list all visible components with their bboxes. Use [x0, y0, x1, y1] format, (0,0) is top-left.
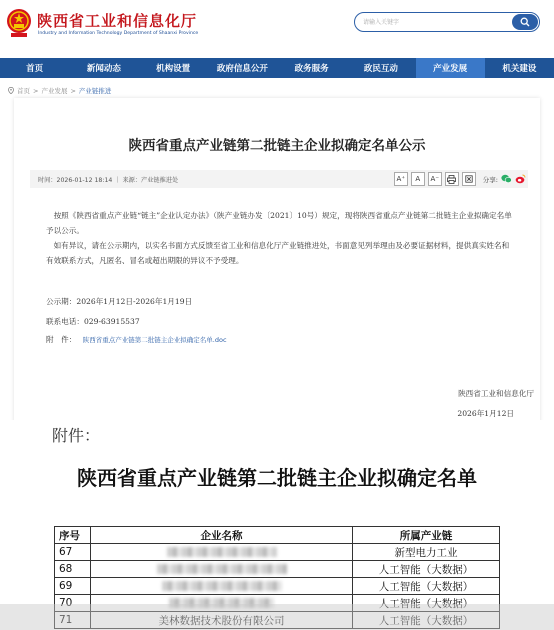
- table-row: [55, 578, 500, 595]
- font-large-button[interactable]: A⁺: [394, 172, 408, 186]
- article-tools: [394, 172, 526, 186]
- row-number: 68: [55, 561, 91, 578]
- column-header: 企业名称: [91, 527, 353, 544]
- search-button[interactable]: [512, 14, 538, 30]
- nav-item[interactable]: 新闻动态: [86, 64, 121, 74]
- nav-item[interactable]: 政府信息公开: [216, 64, 268, 74]
- share-label: 分享:: [482, 175, 498, 184]
- row-number: 70: [55, 595, 91, 612]
- industry-chain: 人工智能（大数据）: [353, 595, 500, 612]
- signature-date: 2026年1月12日: [457, 409, 514, 418]
- nav-item[interactable]: 机关建设: [502, 64, 537, 74]
- table-header-row: [55, 527, 500, 544]
- breadcrumb-home[interactable]: 首页: [17, 87, 30, 95]
- industry-chain: 人工智能（大数据）: [353, 578, 500, 595]
- table-row: [55, 561, 500, 578]
- location-pin-icon: [8, 87, 14, 94]
- column-header: 所属产业链: [353, 527, 500, 544]
- signature-org: 陕西省工业和信息化厅: [458, 389, 534, 398]
- bottom-overlay: [0, 604, 554, 630]
- company-name: [91, 578, 353, 595]
- font-small-button[interactable]: A⁻: [428, 172, 442, 186]
- nav-item[interactable]: 政务服务: [294, 64, 329, 74]
- column-header: 序号: [55, 527, 91, 544]
- search-input[interactable]: [363, 16, 513, 28]
- company-name: 美林数据技术股份有限公司: [91, 612, 353, 629]
- site-header: [0, 0, 554, 48]
- breadcrumb-current[interactable]: 产业链推进: [78, 87, 112, 95]
- breadcrumb-separator: >: [70, 86, 76, 95]
- nav-item[interactable]: 产业发展: [416, 58, 485, 78]
- article-card: [14, 98, 540, 424]
- nav-item[interactable]: 机构设置: [156, 64, 191, 74]
- search-icon: [520, 17, 530, 27]
- redacted-name: [157, 564, 287, 574]
- contact-phone: 联系电话：029-63915537: [46, 317, 140, 326]
- national-emblem-icon[interactable]: [6, 8, 32, 38]
- wechat-share-icon[interactable]: [501, 174, 512, 184]
- search-box: [354, 12, 540, 32]
- industry-chain: 新型电力工业: [353, 544, 500, 561]
- nav-item[interactable]: 首页: [26, 64, 44, 74]
- article-paragraph: 按照《陕西省重点产业链“链主”企业认定办法》（陕产业链办发〔2021〕10号）规定，现将陕西省重点产业链第二批链主企业拟确定名单予以公示。: [46, 211, 512, 235]
- article-meta: 时间：2026-01-12 18:14 ｜ 来源：产业链推进处: [38, 177, 179, 184]
- row-number: 71: [55, 612, 91, 629]
- attachment-heading: 附件：: [52, 426, 101, 445]
- font-medium-button[interactable]: A: [411, 172, 425, 186]
- row-number: 67: [55, 544, 91, 561]
- company-name: [91, 561, 353, 578]
- attachment-document: [0, 420, 554, 630]
- company-name: [91, 544, 353, 561]
- article-title: 陕西省重点产业链第二批链主企业拟确定名单公示: [128, 138, 426, 154]
- nav-item[interactable]: 政民互动: [363, 64, 398, 74]
- printer-icon: [447, 175, 456, 184]
- redacted-name: [162, 581, 282, 591]
- notice-period: 公示期：2026年1月12日-2026年1月19日: [46, 297, 193, 306]
- site-subtitle: Industry and Information Technology Department of Shaanxi Province: [38, 31, 199, 36]
- breadcrumb-separator: >: [33, 86, 39, 95]
- row-number: 69: [55, 578, 91, 595]
- site-title[interactable]: 陕西省工业和信息化厅: [37, 12, 198, 30]
- article-meta-bar: [30, 170, 528, 188]
- close-page-button[interactable]: [462, 172, 476, 186]
- attachment-row: [46, 334, 227, 345]
- breadcrumb: [8, 86, 111, 95]
- close-icon: [465, 175, 473, 183]
- table-row: [55, 544, 500, 561]
- redacted-name: [167, 547, 277, 557]
- document-title: 陕西省重点产业链第二批链主企业拟确定名单: [77, 466, 477, 490]
- industry-chain: 人工智能（大数据）: [353, 561, 500, 578]
- print-button[interactable]: [445, 172, 459, 186]
- industry-chain: 人工智能（大数据）: [353, 612, 500, 629]
- main-nav: [0, 58, 554, 78]
- weibo-share-icon[interactable]: [515, 174, 526, 184]
- attachment-label: 附 件：: [46, 335, 77, 344]
- attachment-link[interactable]: 陕西省重点产业链第二批链主企业拟确定名单.doc: [82, 336, 227, 344]
- article-paragraph: 如有异议，请在公示期内，以实名书面方式反馈至省工业和信息化厅产业链推进处，书面意见列举理由及必要证据材料，提供真实姓名和有效联系方式，凡匿名、冒名或超出期限的异议不予受理。: [46, 241, 510, 265]
- breadcrumb-industry[interactable]: 产业发展: [41, 87, 68, 95]
